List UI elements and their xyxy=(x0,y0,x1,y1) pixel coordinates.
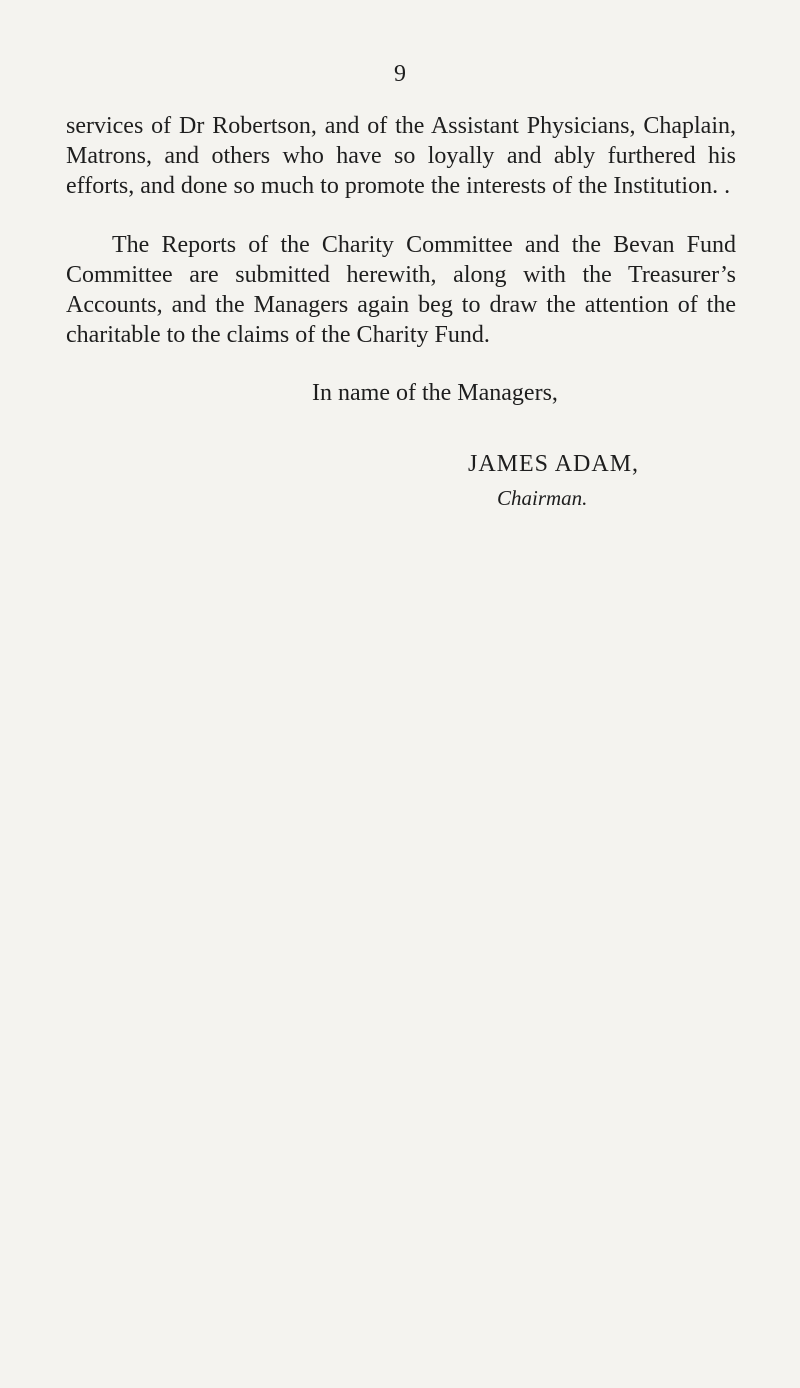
signatory-name: JAMES ADAM, xyxy=(468,451,640,477)
signoff-line: In name of the Managers, xyxy=(312,380,558,406)
page-number: 9 xyxy=(394,61,406,87)
signatory-title: Chairman. xyxy=(497,486,588,510)
body-paragraph-1: services of Dr Robertson, and of the Assistant Physicians, Chaplain, Matrons, and others who have so loyally and ably furthered his efforts, and done so much to promote the interests of the Institution. . xyxy=(66,113,736,199)
body-paragraph-2: The Reports of the Charity Committee and the Bevan Fund Committee are submitted herewith, along with the Treasurer’s Accounts, and the Managers again beg to draw the attention of the charitable to the claims of the Charity Fund. xyxy=(66,232,736,348)
